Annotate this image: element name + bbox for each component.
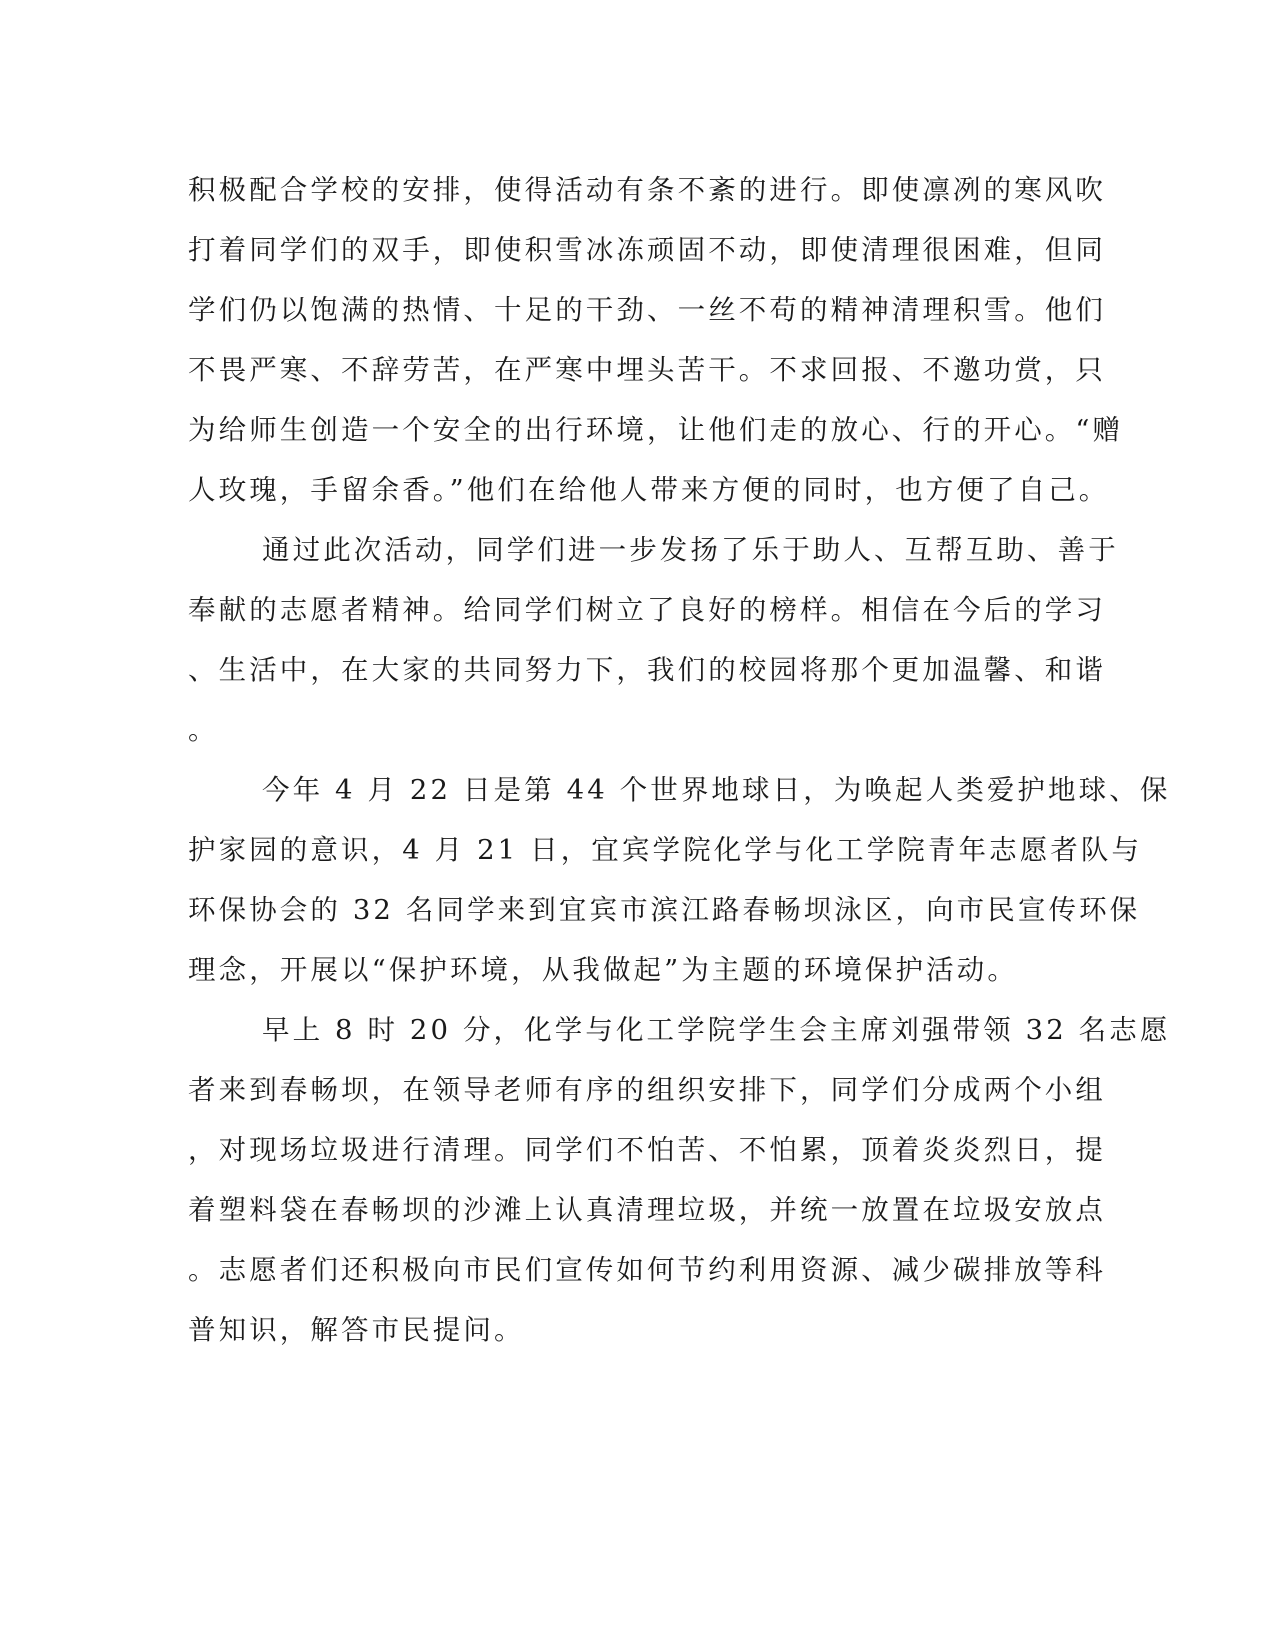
text-line: 不畏严寒、不辞劳苦，在严寒中埋头苦干。不求回报、不邀功赏，只 bbox=[188, 354, 1106, 386]
text-line: ，对现场垃圾进行清理。同学们不怕苦、不怕累，顶着炎炎烈日，提 bbox=[188, 1134, 1106, 1166]
text-line: 打着同学们的双手，即使积雪冰冻顽固不动，即使清理很困难，但同 bbox=[188, 234, 1106, 266]
text-line: 普知识，解答市民提问。 bbox=[188, 1314, 525, 1346]
text-line: 积极配合学校的安排，使得活动有条不紊的进行。即使凛冽的寒风吹 bbox=[188, 174, 1106, 206]
paragraph-first-line: 通过此次活动，同学们进一步发扬了乐于助人、互帮互助、善于 bbox=[262, 534, 1119, 566]
paragraph-first-line: 今年 4 月 22 日是第 44 个世界地球日，为唤起人类爱护地球、保 bbox=[262, 774, 1171, 806]
body-text bbox=[188, 160, 1171, 1360]
text-line: 。志愿者们还积极向市民们宣传如何节约利用资源、减少碳排放等科 bbox=[188, 1254, 1106, 1286]
text-line: 着塑料袋在春畅坝的沙滩上认真清理垃圾，并统一放置在垃圾安放点 bbox=[188, 1194, 1106, 1226]
paragraph-first-line: 早上 8 时 20 分，化学与化工学院学生会主席刘强带领 32 名志愿 bbox=[262, 1014, 1171, 1046]
text-line: 人玫瑰，手留余香。”他们在给他人带来方便的同时，也方便了自己。 bbox=[188, 474, 1110, 506]
text-line: 护家园的意识，4 月 21 日，宜宾学院化学与化工学院青年志愿者队与 bbox=[188, 834, 1143, 866]
text-line: 为给师生创造一个安全的出行环境，让他们走的放心、行的开心。“赠 bbox=[188, 414, 1124, 446]
text-line: 学们仍以饱满的热情、十足的干劲、一丝不苟的精神清理积雪。他们 bbox=[188, 294, 1106, 326]
text-line: 奉献的志愿者精神。给同学们树立了良好的榜样。相信在今后的学习 bbox=[188, 594, 1106, 626]
text-line: 。 bbox=[188, 714, 219, 746]
text-line: 、生活中，在大家的共同努力下，我们的校园将那个更加温馨、和谐 bbox=[188, 654, 1106, 686]
text-line: 者来到春畅坝，在领导老师有序的组织安排下，同学们分成两个小组 bbox=[188, 1074, 1106, 1106]
text-line: 理念，开展以“保护环境，从我做起”为主题的环境保护活动。 bbox=[188, 954, 1018, 986]
text-line: 环保协会的 32 名同学来到宜宾市滨江路春畅坝泳区，向市民宣传环保 bbox=[188, 894, 1141, 926]
